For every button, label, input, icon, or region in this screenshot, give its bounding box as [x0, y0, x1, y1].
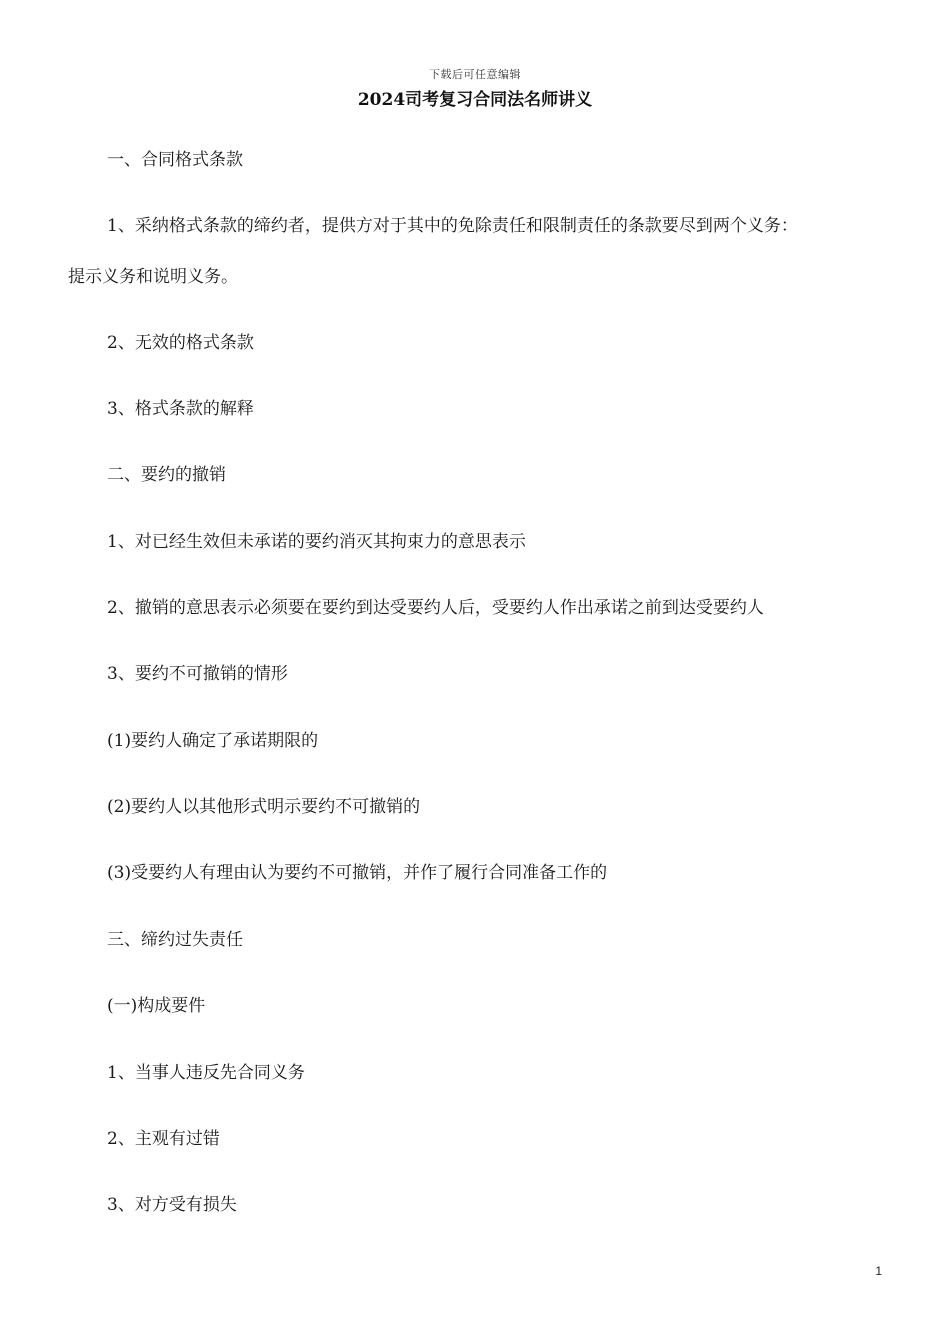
header-note: 下载后可任意编辑 — [429, 68, 521, 81]
paragraph: 3、对方受有损失 — [107, 1195, 237, 1215]
section-heading: 一、合同格式条款 — [107, 150, 243, 170]
section-heading: 三、缔约过失责任 — [107, 930, 243, 950]
paragraph: 2、撤销的意思表示必须要在要约到达受要约人后，受要约人作出承诺之前到达受要约人 — [107, 598, 764, 618]
paragraph-continuation: 提示义务和说明义务。 — [68, 267, 238, 287]
paragraph: (3)受要约人有理由认为要约不可撤销，并作了履行合同准备工作的 — [107, 863, 608, 883]
paragraph: 1、对已经生效但未承诺的要约消灭其拘束力的意思表示 — [107, 532, 526, 552]
paragraph: 1、当事人违反先合同义务 — [107, 1063, 305, 1083]
paragraph: 3、格式条款的解释 — [107, 399, 254, 419]
paragraph: 2、无效的格式条款 — [107, 333, 254, 353]
document-title: 2024司考复习合同法名师讲义 — [357, 90, 593, 110]
section-heading: 二、要约的撤销 — [107, 465, 226, 485]
subsection-heading: (一)构成要件 — [107, 996, 206, 1016]
paragraph: 3、要约不可撤销的情形 — [107, 664, 288, 684]
paragraph: 1、采纳格式条款的缔约者，提供方对于其中的免除责任和限制责任的条款要尽到两个义务： — [107, 216, 798, 236]
paragraph: 2、主观有过错 — [107, 1129, 220, 1149]
paragraph: (1)要约人确定了承诺期限的 — [107, 731, 319, 751]
paragraph: (2)要约人以其他形式明示要约不可撤销的 — [107, 797, 421, 817]
page-number: 1 — [875, 1264, 882, 1278]
